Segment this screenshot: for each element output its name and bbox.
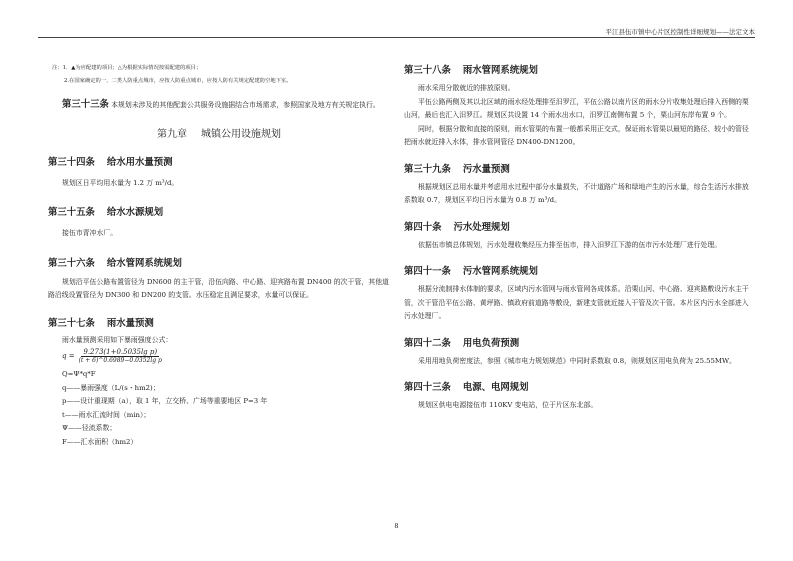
article-39-text: 根据规划区总用水量并考虑用水过程中部分水量损失，不计道路广场和绿地产生的污水量，综合生活污水排放系数取 0.7，规划区平均日污水量为 0.8 万 m³/d。: [404, 182, 749, 204]
formula-line-1: Q=Ψ*q*F: [62, 370, 96, 378]
formula-line-6: F——汇水面积（hm2）: [62, 437, 138, 446]
article-36-text: 规划沿平伍公路布置管径为 DN600 的主干管，沿伍向路、中心路、迎宾路布置 DN400 的次干管，其他道路沿线设置管径为 DN300 和 DN200 的支管。水压稳定且满足要求，水量可以保证。: [48, 277, 389, 299]
left-column: [48, 62, 390, 449]
article-42-text: 采用用地负荷密度法，参照《城市电力规划规范》中同时系数取 0.8，则规划区用电负荷为 25.55MW。: [418, 356, 736, 365]
article-36-heading: [48, 255, 390, 269]
article-38-heading: [404, 62, 750, 76]
table-note-1: 注：1．▲为应配建的项目；△为根据实际情况按需配建的项目；: [52, 65, 202, 71]
article-37-intro: 雨水量预测采用如下暴雨强度公式：: [62, 335, 173, 344]
formula-line-2: q——暴雨强度（L/(s・hm2)；: [62, 383, 160, 392]
article-39-number: 第三十九条: [404, 163, 451, 175]
header-rule: [38, 37, 755, 38]
article-37-number: 第三十七条: [48, 317, 95, 329]
running-header: 平江县伍市镇中心片区控制性详细规划——法定文本: [605, 28, 755, 36]
article-38-para-3: 同时，根据分散和直接的原则，雨水管渠的布置一般都采用正交式，保证雨水管渠以最短的路径、较小的管径把雨水就近排入水体，排水管网管径 DN400-DN1200。: [404, 124, 749, 146]
article-34-heading: [48, 154, 390, 168]
article-35-text: 接伍市青冲水厂。: [62, 229, 118, 237]
article-41-heading: [404, 263, 750, 277]
table-note-2: 2.在国家确定的一、二类人防重点城市，应按人防重点城市，应按人防有关规定配建防空地下室。: [64, 78, 292, 84]
formula-fraction: [79, 348, 162, 364]
article-39-title: 污水量预测: [462, 163, 510, 175]
article-34-text: 规划区日平均用水量为 1.2 万 m³/d。: [62, 178, 179, 187]
formula-lhs: q =: [62, 352, 75, 360]
article-40-number: 第四十条: [404, 221, 442, 233]
article-42-title: 用电负荷预测: [462, 337, 520, 349]
chapter-number: 第九章: [157, 128, 187, 140]
chapter-title: 城镇公用设施规划: [201, 128, 281, 140]
article-35-title: 给水水源规划: [106, 207, 164, 218]
article-40-title: 污水处理规划: [453, 221, 510, 233]
article-40-heading: [404, 219, 750, 233]
article-40-text: 依据伍市镇总体规划，污水处理收集经压力排至伍市，排入汨罗江下游的伍市污水处理厂进行处理。: [418, 240, 722, 249]
chapter-heading: [48, 125, 390, 140]
article-38-title: 雨水管网系统规划: [462, 65, 538, 76]
article-36-number: 第三十六条: [48, 257, 95, 269]
article-38-para-1: 雨水采用分散就近的排放原则。: [418, 84, 515, 92]
article-42-heading: [404, 335, 750, 349]
article-38-number: 第三十八条: [404, 65, 451, 76]
article-43-text: 规划区供电电源接伍市 110KV 变电站，位于片区东北部。: [418, 401, 598, 409]
article-41-text: 根据分流制排水体制的要求，区域内污水管网与雨水管网各成体系。沿栗山河、中心路、迎宾路敷设污水主干管，次干管沿平伍公路、黄坪路、镇政府前道路等敷设，新建支管就近接入干管及次干管。本片区内污水全部进入污水处理厂。: [404, 285, 749, 320]
rainfall-formula: [62, 348, 390, 364]
article-35-number: 第三十五条: [48, 207, 95, 218]
page-number: 8: [394, 522, 399, 530]
article-41-number: 第四十一条: [404, 266, 451, 277]
article-34-number: 第三十四条: [48, 156, 95, 168]
article-38-para-2: 平伍公路两侧及其以北区域的雨水经处理排至汨罗江，平伍公路以南片区的雨水分片收集处理后排入西侧的栗山河，最后也汇入汨罗江。规划区共设置 14 个雨水出水口，汨罗江南侧布置 5 个，栗山河东岸布置 9 个。: [404, 97, 749, 119]
article-35-heading: [48, 204, 390, 218]
formula-line-4: t——雨水汇流时间（min）；: [62, 410, 151, 419]
article-33: [48, 98, 390, 113]
article-33-text: 本规划未涉及的其他配套公共服务设施据结合市场需求，参照国家及地方有关规定执行。: [111, 101, 380, 109]
right-column: [404, 62, 750, 413]
article-42-number: 第四十二条: [404, 337, 451, 349]
formula-line-5: Ψ——径流系数；: [62, 424, 117, 432]
article-36-title: 给水管网系统规划: [106, 257, 182, 269]
article-37-heading: [48, 315, 390, 329]
article-43-heading: [404, 379, 750, 393]
formula-numerator: 9.273(1+0.5035lg p): [83, 348, 158, 356]
formula-denominator: (t + 6)^0.6989−0.0352lg p: [78, 357, 162, 364]
article-43-title: 电源、电网规划: [462, 382, 529, 393]
article-43-number: 第四十三条: [404, 382, 451, 393]
article-34-title: 给水用水量预测: [106, 156, 173, 168]
article-41-title: 污水管网系统规划: [462, 266, 538, 277]
article-39-heading: [404, 161, 750, 175]
article-33-number: 第三十三条: [62, 99, 109, 110]
formula-line-3: p——设计重现期（a），取 1 年，立交桥、广场等重要地区 P=3 年: [62, 397, 268, 405]
article-37-title: 雨水量预测: [106, 317, 154, 329]
